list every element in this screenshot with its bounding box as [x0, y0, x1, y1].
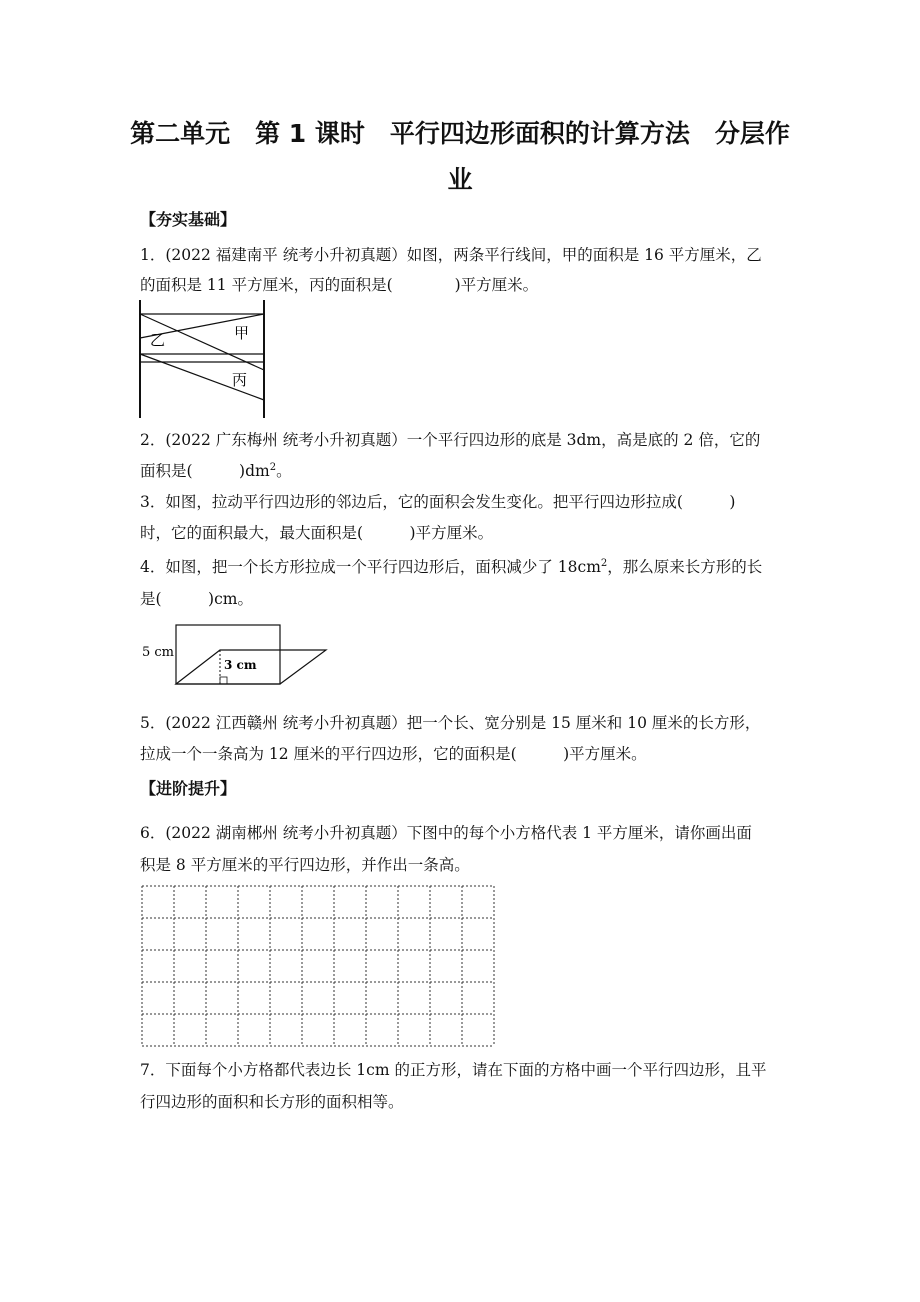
q6-grid: [140, 884, 496, 1048]
section-advanced: 【进阶提升】: [140, 779, 237, 798]
q4-figure: [140, 620, 340, 690]
q4-right-angle: [220, 677, 227, 684]
q1-label-yi: 乙: [150, 331, 166, 349]
q6-line1: 6．(2022 湖南郴州 统考小升初真题）下图中的每个小方格代表 1 平方厘米，请你画出面: [140, 824, 752, 842]
q1-line2: 的面积是 11 平方厘米，丙的面积是( )平方厘米。: [140, 276, 539, 294]
q3-line1: 3．如图，拉动平行四边形的邻边后，它的面积会发生变化。把平行四边形拉成( ): [140, 493, 736, 511]
q4-side-label: 5 cm: [142, 645, 175, 660]
section-basic: 【夯实基础】: [140, 210, 237, 229]
q1-figure: [138, 300, 268, 420]
q5-line1: 5．(2022 江西赣州 统考小升初真题）把一个长、宽分别是 15 厘米和 10 厘米的长方形，: [140, 714, 761, 732]
q2-line2: 面积是( )$dm^2$。: [140, 461, 292, 480]
q2-line1: 2．(2022 广东梅州 统考小升初真题）一个平行四边形的底是 3dm，高是底的 2 倍，它的: [140, 431, 761, 449]
q7-line2: 行四边形的面积和长方形的面积相等。: [140, 1093, 404, 1111]
q3-line2: 时，它的面积最大，最大面积是( )平方厘米。: [140, 524, 494, 542]
page-title-continued: 业: [447, 165, 473, 194]
q1-line1: 1．(2022 福建南平 统考小升初真题）如图，两条平行线间，甲的面积是 16 平方厘米，乙: [140, 246, 762, 264]
q7-line1: 7．下面每个小方格都代表边长 1cm 的正方形，请在下面的方格中画一个平行四边形，且平: [140, 1061, 767, 1079]
q1-label-jia: 甲: [234, 324, 250, 342]
page-title: 第二单元 第 1 课时 平行四边形面积的计算方法 分层作: [130, 119, 790, 148]
q4-height-label: 3 cm: [224, 658, 257, 672]
q4-line2: 是( )cm。: [140, 590, 253, 608]
q4-line1: 4．如图，把一个长方形拉成一个平行四边形后，面积减少了 $18cm^2$，那么原来长方形的长: [140, 557, 763, 576]
q4-rectangle: [176, 625, 280, 684]
q6-line2: 积是 8 平方厘米的平行四边形，并作出一条高。: [140, 856, 470, 874]
q5-line2: 拉成一个一条高为 12 厘米的平行四边形，它的面积是( )平方厘米。: [140, 745, 647, 763]
q1-label-bing: 丙: [232, 371, 248, 389]
